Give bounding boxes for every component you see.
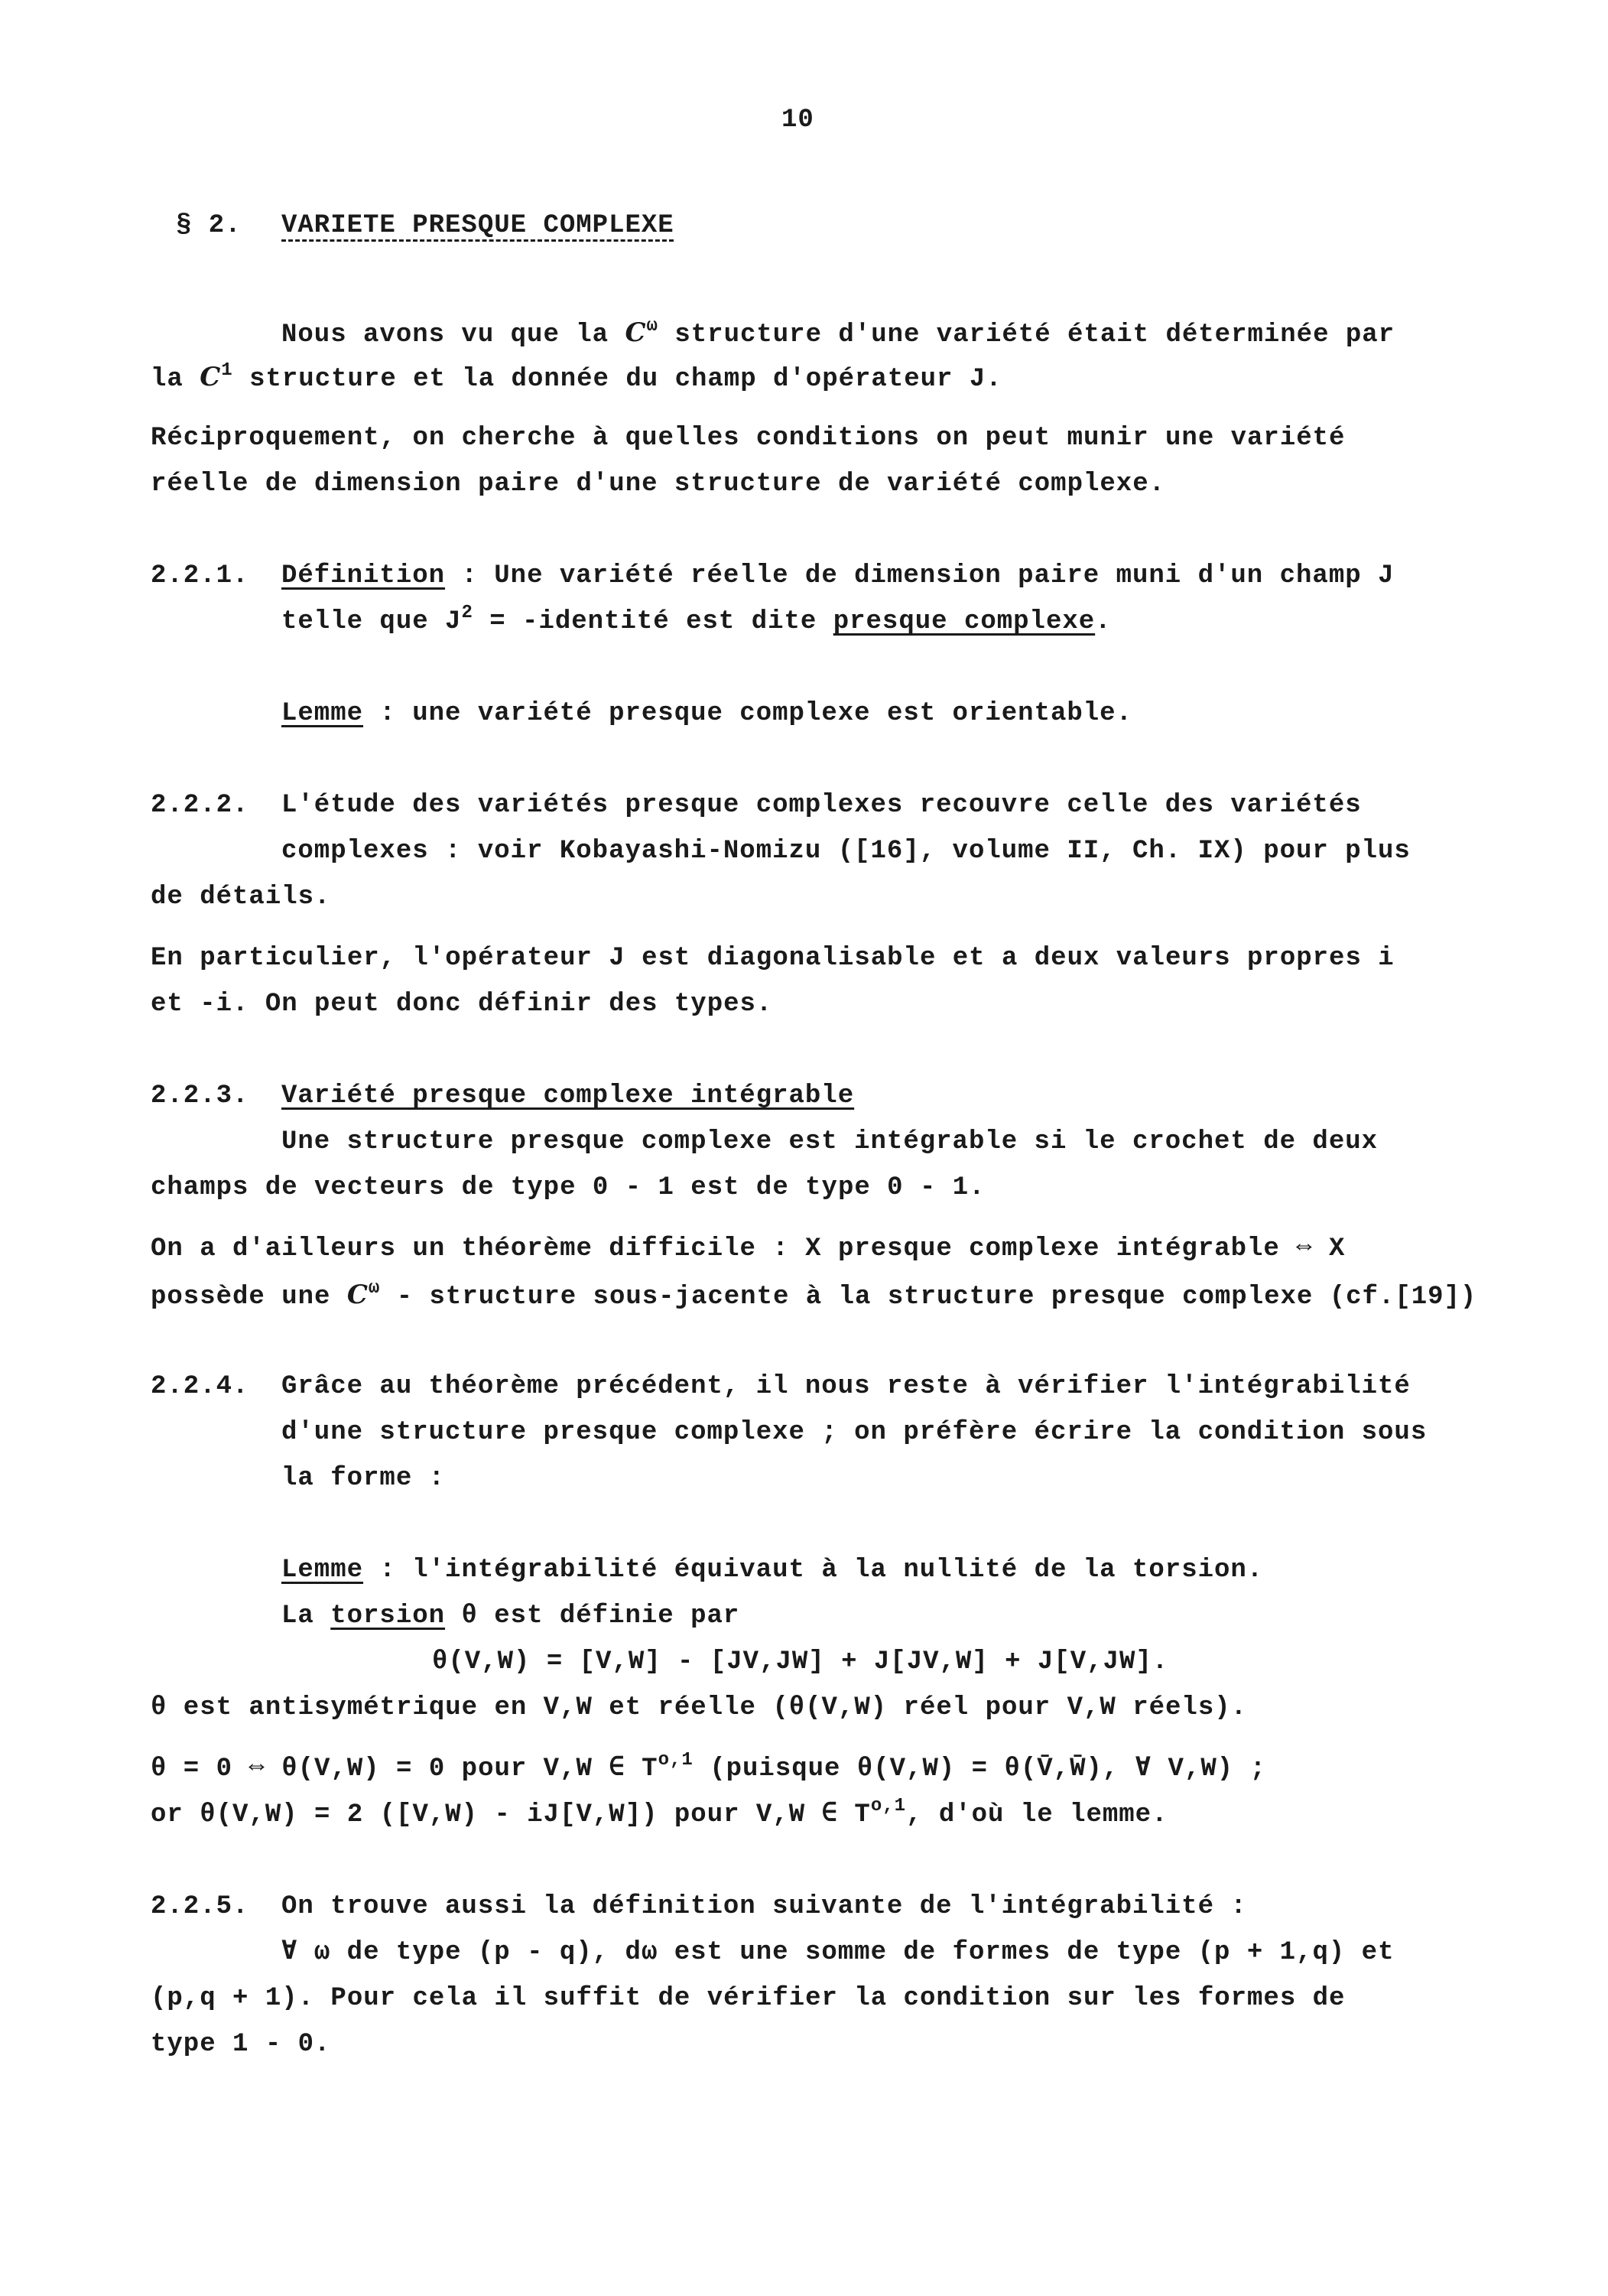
s223-title: Variété presque complexe intégrable [281,1081,855,1111]
s222-line-2: complexes : voir Kobayashi-Nomizu ([16], volume II, Ch. IX) pour plus [281,837,1411,866]
s225-line-4: type 1 - 0. [151,2030,331,2059]
intro-line-2: la $C^1$ structure et la donnée du champ d'opérateur J. [151,360,1002,394]
s222-line-3: de détails. [151,883,331,912]
s225-line-1: On trouve aussi la définition suivante de l'intégrabilité : [281,1892,1247,1921]
c-omega-symbol: C [346,1280,369,1310]
item-number-2-2-3: 2.2.3. [151,1081,249,1111]
s224-line-7: θ est antisymétrique en V,W et réelle (θ(V,W) réel pour V,W réels). [151,1693,1248,1722]
definition-line-1: Définition : Une variété réelle de dimension paire muni d'un champ J [281,561,1395,590]
torsion-term: torsion [330,1602,446,1631]
lemma-term: Lemme [281,699,364,728]
page-number: 10 [781,106,814,135]
section-number: § 2. [176,211,242,240]
item-number-2-2-5: 2.2.5. [151,1892,249,1921]
definition-term: Définition [281,561,446,590]
s224-line-2: d'une structure presque complexe ; on préfère écrire la condition sous [281,1418,1428,1447]
s222-line-1: L'étude des variétés presque complexes recouvre celle des variétés [281,791,1362,820]
intro-line-3: Réciproquement, on cherche à quelles conditions on peut munir une variété [151,424,1346,453]
s224-line-1: Grâce au théorème précédent, il nous reste à vérifier l'intégrabilité [281,1372,1411,1401]
lemma-term: Lemme [281,1556,364,1585]
torsion-formula: θ(V,W) = [V,W] - [JV,JW] + J[JV,W] + J[V,JW]. [432,1647,1169,1676]
definition-line-2: telle que $J^2$ = -identité est dite presque complexe. [281,603,1112,636]
s222-line-5: et -i. On peut donc définir des types. [151,990,773,1019]
lemma-1: Lemme : une variété presque complexe est orientable. [281,699,1132,728]
torsion-definition-line: La torsion θ est définie par [281,1602,740,1631]
lemma-2: Lemme : l'intégrabilité équivaut à la nullité de la torsion. [281,1556,1264,1585]
c-omega-symbol: C [625,317,647,348]
s223-line-3: On a d'ailleurs un théorème difficile : X presque complexe intégrable ⇔ X [151,1234,1346,1263]
presque-complexe-term: presque complexe [833,607,1096,636]
s223-line-2: champs de vecteurs de type 0 - 1 est de type 0 - 1. [151,1173,986,1202]
intro-line-4: réelle de dimension paire d'une structure de variété complexe. [151,470,1166,499]
section-title: VARIETE PRESQUE COMPLEXE [281,211,674,240]
item-number-2-2-4: 2.2.4. [151,1372,249,1401]
intro-line-1: Nous avons vu que la $C^\omega$ structure d'une variété était déterminée par [281,316,1395,350]
s224-line-9: or θ(V,W) = 2 ([V,W) - iJ[V,W]) pour V,W ∈ T$^{o,1}$, d'où le lemme. [151,1796,1168,1829]
s225-line-2: ∀ ω de type (p - q), dω est une somme de formes de type (p + 1,q) et [281,1938,1395,1967]
s223-line-1: Une structure presque complexe est intégrable si le crochet de deux [281,1127,1379,1156]
c-one-symbol: C [200,362,222,392]
s223-line-4: possède une $C^\omega$ - structure sous-jacente à la structure presque complexe (cf.[19]) [151,1278,1477,1312]
item-number-2-2-2: 2.2.2. [151,791,249,820]
s225-line-3: (p,q + 1). Pour cela il suffit de vérifier la condition sur les formes de [151,1984,1346,2013]
item-number-2-2-1: 2.2.1. [151,561,249,590]
s222-line-4: En particulier, l'opérateur J est diagonalisable et a deux valeurs propres i [151,944,1395,973]
s224-line-8: θ = 0 ⇔ θ(V,W) = 0 pour V,W ∈ T$^{o,1}$ (puisque θ(V,W) = θ(V̄,W̄), ∀ V,W) ; [151,1750,1266,1784]
s224-line-3: la forme : [281,1464,446,1493]
